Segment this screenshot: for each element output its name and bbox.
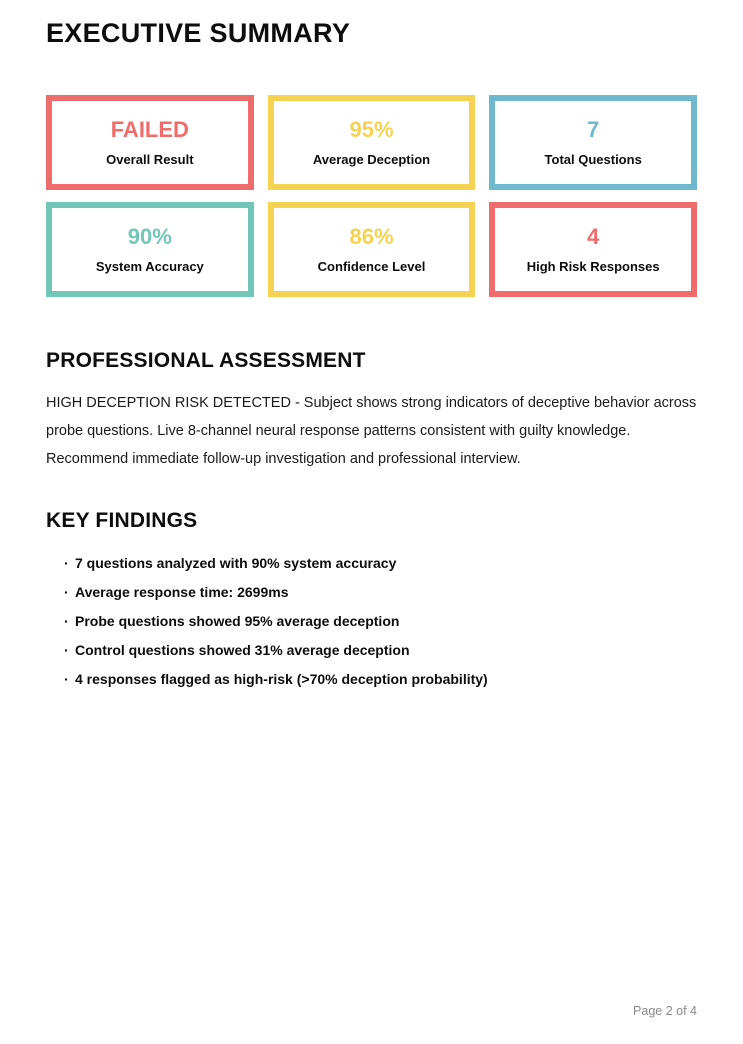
stat-value: 86% <box>349 224 394 249</box>
key-finding-item: · 4 responses flagged as high-risk (>70% deception probability) <box>64 665 697 694</box>
key-findings-list <box>46 549 697 694</box>
stat-card-average-deception <box>268 95 476 190</box>
stat-card-high-risk-responses <box>489 202 697 297</box>
summary-stat-cards <box>46 95 697 297</box>
stat-value: 90% <box>127 224 172 249</box>
stat-label: High Risk Responses <box>526 259 660 274</box>
section-key-findings <box>46 509 697 694</box>
stat-label: Average Deception <box>312 152 431 167</box>
page-title: EXECUTIVE SUMMARY <box>46 18 351 48</box>
key-finding-item: · Average response time: 2699ms <box>64 578 697 607</box>
stat-card-total-questions <box>489 95 697 190</box>
key-finding-item: · Probe questions showed 95% average deception <box>64 607 697 636</box>
stat-value: 4 <box>587 224 600 249</box>
professional-assessment-heading: PROFESSIONAL ASSESSMENT <box>46 349 366 372</box>
stat-value: FAILED <box>110 117 189 142</box>
stat-label: Confidence Level <box>317 259 426 274</box>
professional-assessment-body: HIGH DECEPTION RISK DETECTED - Subject shows strong indicators of deceptive behavior across probe questions. Live 8-channel neural response patterns consistent with guilty knowledge. Recommend immediate follow-up investigation and professional interview. <box>46 395 697 467</box>
stat-label: Overall Result <box>106 152 194 167</box>
key-finding-item: · Control questions showed 31% average deception <box>64 636 697 665</box>
section-professional-assessment <box>46 349 697 473</box>
key-findings-heading: KEY FINDINGS <box>46 509 198 532</box>
page-number: Page 2 of 4 <box>633 1004 697 1018</box>
stat-label: System Accuracy <box>95 259 204 274</box>
stat-card-confidence-level <box>268 202 476 297</box>
stat-value: 95% <box>349 117 394 142</box>
stat-value: 7 <box>587 117 600 142</box>
stat-label: Total Questions <box>544 152 642 167</box>
stat-card-system-accuracy <box>46 202 254 297</box>
stat-card-overall-result <box>46 95 254 190</box>
key-finding-item: · 7 questions analyzed with 90% system accuracy <box>64 549 697 578</box>
